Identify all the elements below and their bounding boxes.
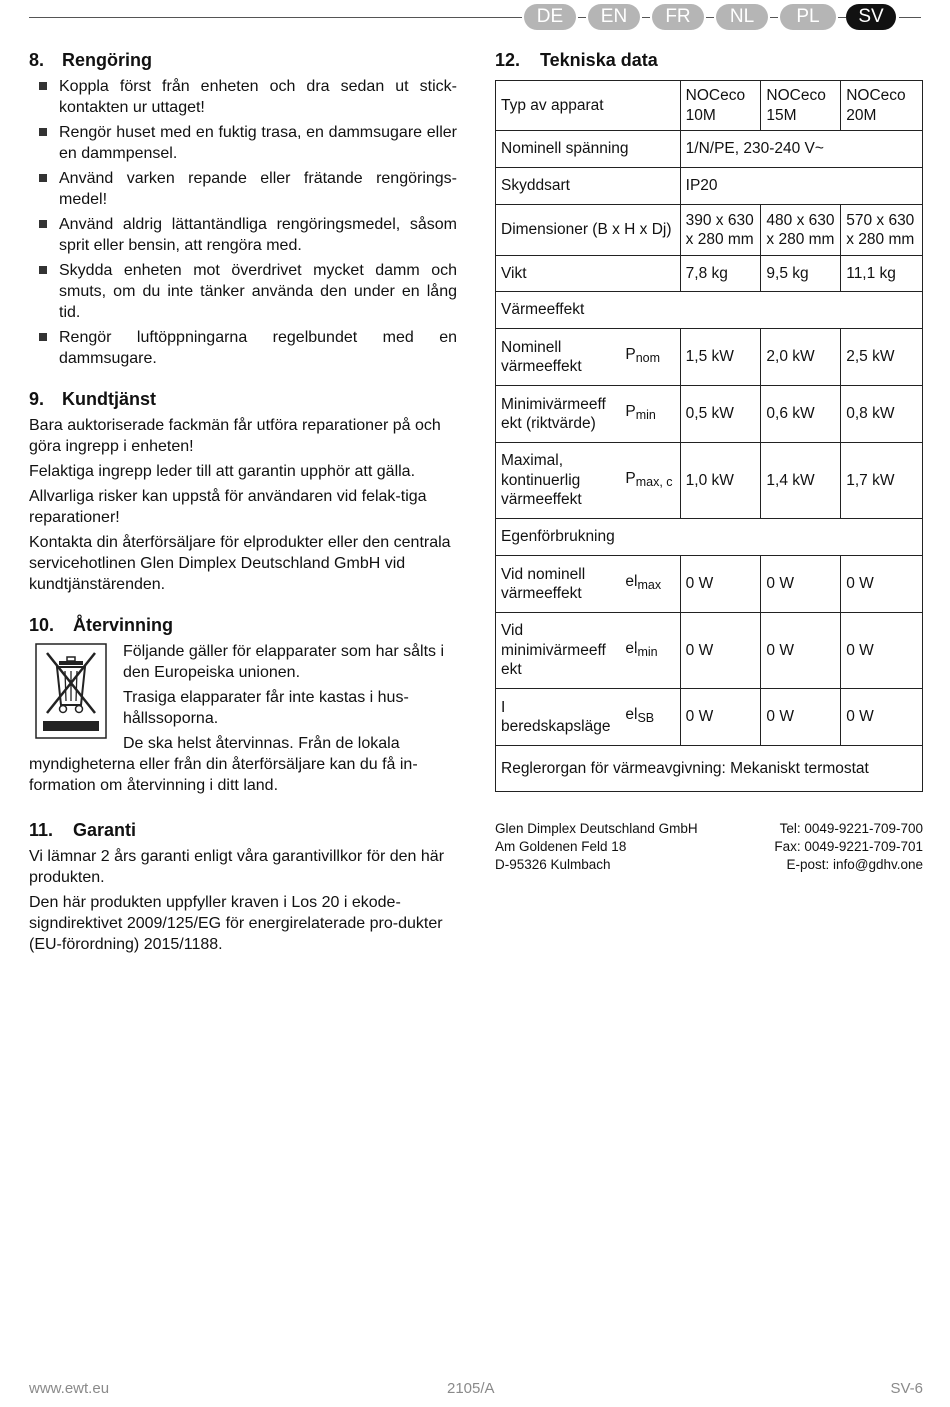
- table-cell: 0 W: [841, 613, 923, 689]
- table-cell: Värmeeffekt: [496, 292, 923, 329]
- table-cell: Maximal, kontinuerlig värmeeffekt: [496, 443, 621, 519]
- list-item-text: Skydda enheten mot överdrivet mycket damm och smuts, om du inte tänker använda den under en lång tid.: [59, 262, 457, 321]
- table-cell: [620, 443, 680, 519]
- lang-tab-en[interactable]: EN: [588, 4, 640, 30]
- list-item-text: Koppla först från enheten och dra sedan ut stick-kontakten ur uttaget!: [59, 78, 457, 116]
- bullet-square-icon: [39, 82, 47, 90]
- technical-data-table: [495, 80, 923, 792]
- symbol-subscript: max, c: [635, 474, 673, 489]
- section-number: 9.: [29, 389, 45, 409]
- left-column: [29, 48, 457, 973]
- table-cell: 1,5 kW: [680, 329, 761, 386]
- table-cell: 7,8 kg: [680, 256, 761, 292]
- paragraph: Följande gäller för elapparater som har sålts i den Europeiska unionen.: [123, 643, 445, 681]
- section-title: Tekniska data: [540, 50, 658, 70]
- table-row: [496, 81, 923, 131]
- paragraph: Kontakta din återförsäljare för elprodukter eller den centrala servicehotlinen Glen Dimplex Deutschland GmbH vid kundtjänstärenden.: [29, 534, 451, 593]
- lang-separator: [770, 17, 778, 18]
- table-cell: NOCeco 15M: [761, 81, 841, 131]
- table-cell: [620, 613, 680, 689]
- table-cell: I beredskapsläge: [496, 689, 621, 746]
- symbol: P: [625, 403, 636, 421]
- section-number: 8.: [29, 50, 45, 70]
- table-cell: 1,0 kW: [680, 443, 761, 519]
- table-cell: Vid nominell värmeeffekt: [496, 556, 621, 613]
- lang-separator: [706, 17, 714, 18]
- table-cell: Minimivärmeeff ekt (riktvärde): [496, 386, 621, 443]
- section-heading: [29, 613, 457, 637]
- section-warranty: [29, 818, 457, 955]
- table-cell: 2,0 kW: [761, 329, 841, 386]
- symbol: P: [625, 346, 636, 364]
- section-heading: [29, 818, 457, 842]
- bullet-square-icon: [39, 333, 47, 341]
- bullet-square-icon: [39, 174, 47, 182]
- table-cell: 2,5 kW: [841, 329, 923, 386]
- lang-separator: [578, 17, 586, 18]
- table-cell: 0 W: [841, 689, 923, 746]
- section-number: 11.: [29, 820, 54, 840]
- table-cell: 1,4 kW: [761, 443, 841, 519]
- address: [495, 820, 698, 874]
- symbol-subscript: max: [637, 578, 662, 593]
- section-recycling: [29, 613, 457, 800]
- fax-number: Fax: 0049-9221-709-701: [774, 839, 923, 854]
- table-cell: 0,8 kW: [841, 386, 923, 443]
- street-address: Am Goldenen Feld 18: [495, 839, 627, 854]
- table-row: [496, 292, 923, 329]
- section-customer-service: [29, 387, 457, 595]
- table-cell: 570 x 630 x 280 mm: [841, 205, 923, 256]
- list-item-text: Rengör luftöppningarna regelbundet med en dammsugare.: [59, 329, 457, 367]
- table-cell: 0,6 kW: [761, 386, 841, 443]
- section-number: 10.: [29, 615, 55, 635]
- paragraph: Trasiga elapparater får inte kastas i hus-hållssoporna.: [123, 689, 409, 727]
- table-cell: Skyddsart: [496, 168, 681, 205]
- company-name: Glen Dimplex Deutschland GmbH: [495, 821, 698, 836]
- table-cell: 0,5 kW: [680, 386, 761, 443]
- bullet-square-icon: [39, 266, 47, 274]
- symbol-subscript: SB: [637, 711, 655, 726]
- section-title: Garanti: [73, 820, 137, 840]
- lang-tab-nl[interactable]: NL: [716, 4, 768, 30]
- table-row: [496, 746, 923, 792]
- cleaning-list: [29, 76, 457, 369]
- paragraph: Vi lämnar 2 års garanti enligt våra garantivillkor för den här produkten.: [29, 848, 445, 886]
- symbol-subscript: min: [637, 644, 658, 659]
- table-cell: 0 W: [680, 613, 761, 689]
- symbol-subscript: min: [635, 408, 656, 423]
- contact-numbers: [774, 820, 923, 874]
- table-row: [496, 131, 923, 168]
- table-row: [496, 519, 923, 556]
- list-item: [29, 168, 457, 210]
- list-item-text: Använd varken repande eller frätande rengörings-medel!: [59, 170, 457, 208]
- lang-tab-pl[interactable]: PL: [780, 4, 836, 30]
- table-row: [496, 329, 923, 386]
- phone-number: Tel: 0049-9221-709-700: [779, 821, 923, 836]
- bullet-square-icon: [39, 220, 47, 228]
- city-address: D-95326 Kulmbach: [495, 857, 611, 872]
- table-cell: Nominell värmeeffekt: [496, 329, 621, 386]
- table-cell: [620, 386, 680, 443]
- table-cell: NOCeco 10M: [680, 81, 761, 131]
- table-cell: 0 W: [761, 613, 841, 689]
- table-row: [496, 168, 923, 205]
- table-row: [496, 613, 923, 689]
- table-cell: Typ av apparat: [496, 81, 681, 131]
- paragraph: Bara auktoriserade fackmän får utföra reparationer på och göra ingrepp i enheten!: [29, 417, 441, 455]
- table-cell: 0 W: [680, 556, 761, 613]
- table-cell: Dimensioner (B x H x Dj): [496, 205, 681, 256]
- table-cell: Vikt: [496, 256, 681, 292]
- table-cell: 11,1 kg: [841, 256, 923, 292]
- footer-website[interactable]: www.ewt.eu: [29, 1380, 110, 1397]
- table-cell: 0 W: [680, 689, 761, 746]
- table-cell: 9,5 kg: [761, 256, 841, 292]
- weee-crossed-bin-icon: [35, 643, 107, 739]
- symbol: el: [625, 706, 638, 724]
- paragraph: Allvarliga risker kan uppstå för användaren vid felak-tiga reparationer!: [29, 488, 427, 526]
- table-row: [496, 689, 923, 746]
- lang-separator: [838, 17, 846, 18]
- table-cell: [620, 689, 680, 746]
- table-cell: [620, 556, 680, 613]
- paragraph: Felaktiga ingrepp leder till att garantin upphör att gälla.: [29, 463, 416, 480]
- table-cell: IP20: [680, 168, 922, 205]
- section-title: Återvinning: [73, 615, 174, 635]
- bullet-square-icon: [39, 128, 47, 136]
- lang-separator: [642, 17, 650, 18]
- table-cell: 390 x 630 x 280 mm: [680, 205, 761, 256]
- paragraph: Den här produkten uppfyller kraven i Los 20 i ekode-signdirektivet 2009/125/EG för energirelaterade pro-dukter (EU-förordning) 2015/1188.: [29, 894, 443, 953]
- table-cell: 1,7 kW: [841, 443, 923, 519]
- section-title: Rengöring: [62, 50, 152, 70]
- table-cell: Nominell spänning: [496, 131, 681, 168]
- footer-page-number: SV-6: [890, 1380, 923, 1397]
- list-item: [29, 327, 457, 369]
- lang-tab-fr[interactable]: FR: [652, 4, 704, 30]
- table-cell: 0 W: [761, 556, 841, 613]
- lang-tab-sv[interactable]: SV: [846, 4, 896, 30]
- table-cell: Reglerorgan för värmeavgivning: Mekaniskt termostat: [496, 746, 923, 792]
- section-heading: [29, 48, 457, 72]
- right-column: [495, 48, 923, 792]
- list-item: [29, 214, 457, 256]
- table-row: [496, 256, 923, 292]
- table-cell: 0 W: [761, 689, 841, 746]
- table-row: [496, 443, 923, 519]
- section-heading: [495, 48, 923, 72]
- symbol-subscript: nom: [635, 351, 661, 366]
- table-row: [496, 556, 923, 613]
- footer-doc-code: 2105/A: [447, 1380, 495, 1397]
- list-item: [29, 260, 457, 323]
- lang-tab-de[interactable]: DE: [524, 4, 576, 30]
- symbol: P: [625, 469, 636, 487]
- table-cell: 480 x 630 x 280 mm: [761, 205, 841, 256]
- table-cell: Vid minimivärmeeff ekt: [496, 613, 621, 689]
- table-cell: NOCeco 20M: [841, 81, 923, 131]
- list-item: [29, 76, 457, 118]
- table-cell: 1/N/PE, 230-240 V~: [680, 131, 922, 168]
- header-rule-right: [899, 17, 921, 18]
- email-address[interactable]: E-post: info@gdhv.one: [786, 857, 923, 872]
- table-cell: 0 W: [841, 556, 923, 613]
- list-item-text: Använd aldrig lättantändliga rengöringsmedel, såsom sprit eller bensin, att rengöra med.: [59, 216, 457, 254]
- section-title: Kundtjänst: [62, 389, 156, 409]
- section-heading: [29, 387, 457, 411]
- paragraph: De ska helst återvinnas. Från de lokala myndigheterna eller från din återförsäljare kan du få in-formation om återvinning i ditt land.: [29, 735, 418, 794]
- table-row: [496, 386, 923, 443]
- table-cell: Egenförbrukning: [496, 519, 923, 556]
- section-cleaning: [29, 48, 457, 369]
- list-item: [29, 122, 457, 164]
- list-item-text: Rengör huset med en fuktig trasa, en dammsugare eller en dammpensel.: [59, 124, 457, 162]
- symbol: el: [625, 639, 638, 657]
- section-number: 12.: [495, 50, 521, 70]
- table-cell: [620, 329, 680, 386]
- table-row: [496, 205, 923, 256]
- symbol: el: [625, 573, 638, 591]
- header-rule: [29, 17, 522, 18]
